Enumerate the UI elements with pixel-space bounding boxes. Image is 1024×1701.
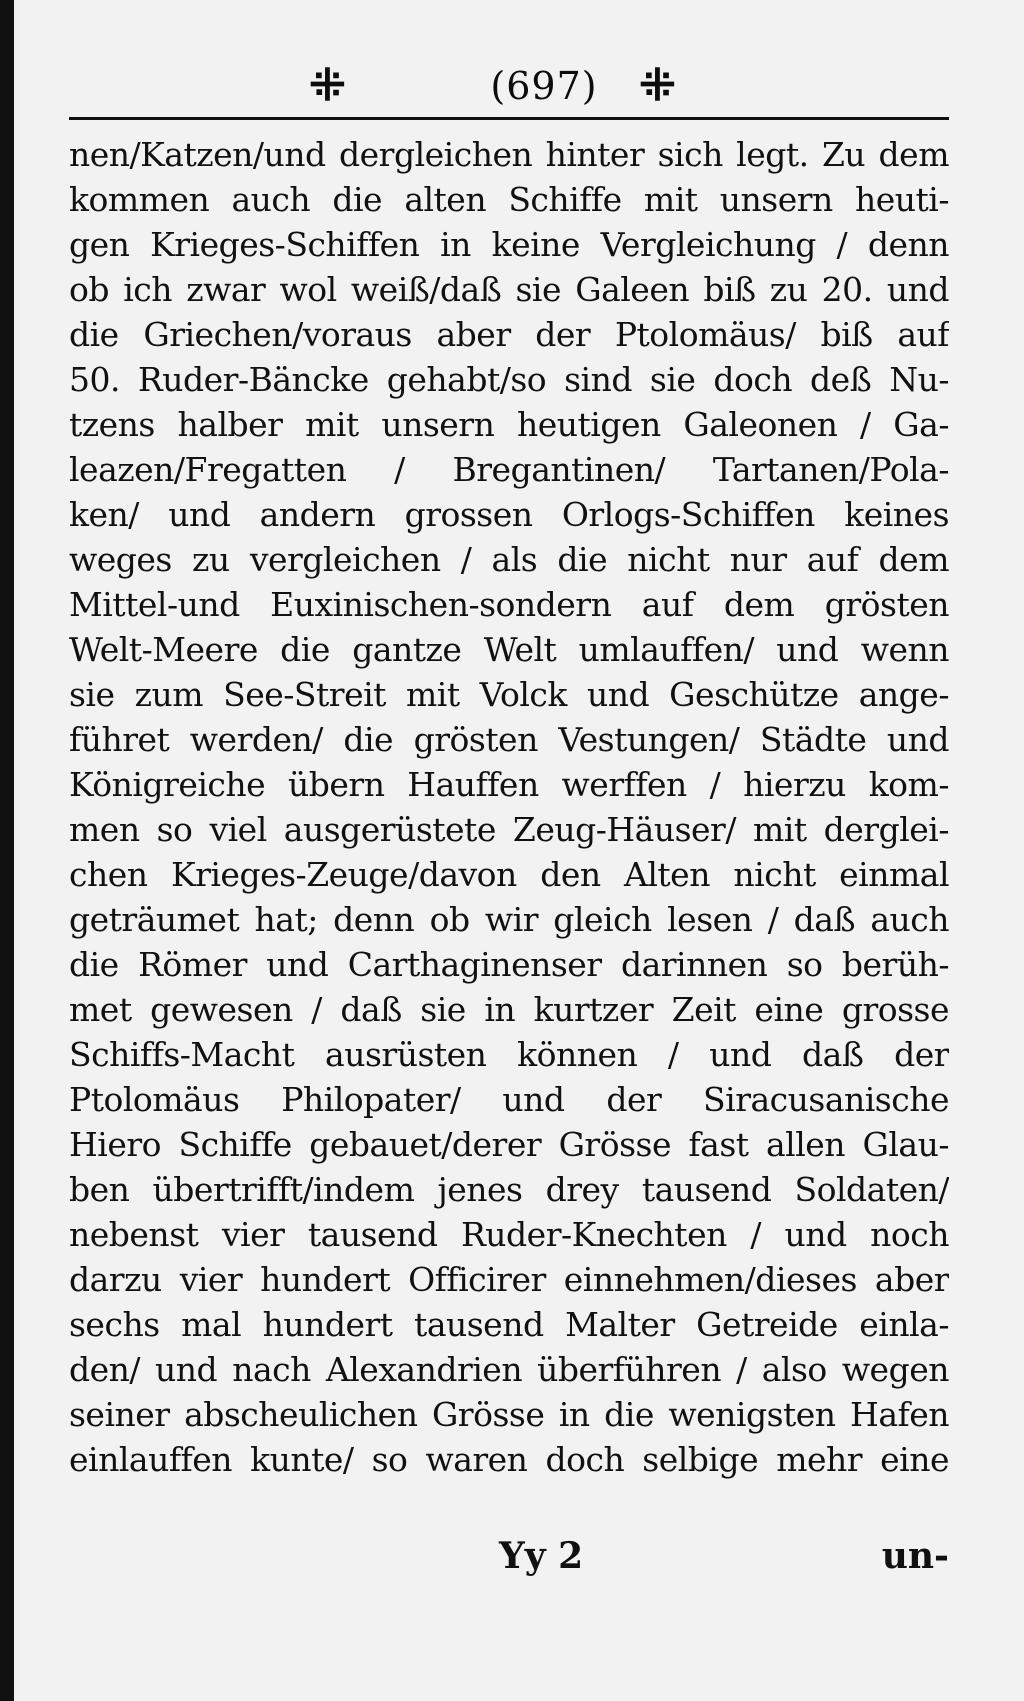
text-line: gen Krieges-Schiffen in keine Vergleichung / denn <box>69 225 949 264</box>
text-line: chen Krieges-Zeuge/davon den Alten nicht einmal <box>69 855 949 894</box>
text-line: kommen auch die alten Schiffe mit unsern heuti- <box>69 180 949 219</box>
text-line: Ptolomäus Philopater/ und der Siracusanische <box>69 1080 949 1119</box>
page-number: (697) <box>490 64 598 108</box>
text-line: darzu vier hundert Officirer einnehmen/dieses aber <box>69 1260 949 1299</box>
text-line: seiner abscheulichen Grösse in die wenigsten Hafen <box>69 1395 949 1434</box>
text-line: met gewesen / daß sie in kurtzer Zeit eine grosse <box>69 990 949 1029</box>
text-line: ken/ und andern grossen Orlogs-Schiffen keines <box>69 495 949 534</box>
catchword: un- <box>881 1535 949 1577</box>
left-ornament-icon: ⁜ <box>309 60 346 111</box>
text-line: Hiero Schiffe gebauet/derer Grösse fast allen Glau- <box>69 1125 949 1164</box>
text-line: die Griechen/voraus aber der Ptolomäus/ biß auf <box>69 315 949 354</box>
text-line: Mittel-und Euxinischen-sondern auf dem grösten <box>69 585 949 624</box>
text-line: weges zu vergleichen / als die nicht nur auf dem <box>69 540 949 579</box>
page-footer <box>69 1535 949 1585</box>
text-line: den/ und nach Alexandrien überführen / also wegen <box>69 1350 949 1389</box>
text-line: ben übertrifft/indem jenes drey tausend Soldaten/ <box>69 1170 949 1209</box>
signature-mark: Yy 2 <box>499 1535 584 1577</box>
text-line: ob ich zwar wol weiß/daß sie Galeen biß zu 20. und <box>69 270 949 309</box>
text-line: Königreiche übern Hauffen werffen / hierzu kom- <box>69 765 949 804</box>
text-line: sie zum See-Streit mit Volck und Geschütze ange- <box>69 675 949 714</box>
text-line: geträumet hat; denn ob wir gleich lesen / daß auch <box>69 900 949 939</box>
text-line: die Römer und Carthaginenser darinnen so berüh- <box>69 945 949 984</box>
page-header <box>64 60 944 120</box>
text-line: men so viel ausgerüstete Zeug-Häuser/ mit derglei- <box>69 810 949 849</box>
text-line: einlauffen kunte/ so waren doch selbige mehr eine <box>69 1440 949 1479</box>
text-line: 50. Ruder-Bäncke gehabt/so sind sie doch deß Nu- <box>69 360 949 399</box>
header-rule <box>69 117 949 120</box>
text-line: führet werden/ die grösten Vestungen/ Städte und <box>69 720 949 759</box>
right-ornament-icon: ⁜ <box>639 60 676 111</box>
text-line: tzens halber mit unsern heutigen Galeonen / Ga- <box>69 405 949 444</box>
text-line: Schiffs-Macht ausrüsten können / und daß der <box>69 1035 949 1074</box>
text-line: nebenst vier tausend Ruder-Knechten / und noch <box>69 1215 949 1254</box>
body-text <box>69 132 949 1482</box>
text-line: Welt-Meere die gantze Welt umlauffen/ und wenn <box>69 630 949 669</box>
text-line: leazen/Fregatten / Bregantinen/ Tartanen/Pola- <box>69 450 949 489</box>
text-line: nen/Katzen/und dergleichen hinter sich legt. Zu dem <box>69 135 949 174</box>
text-line: sechs mal hundert tausend Malter Getreide einla- <box>69 1305 949 1344</box>
